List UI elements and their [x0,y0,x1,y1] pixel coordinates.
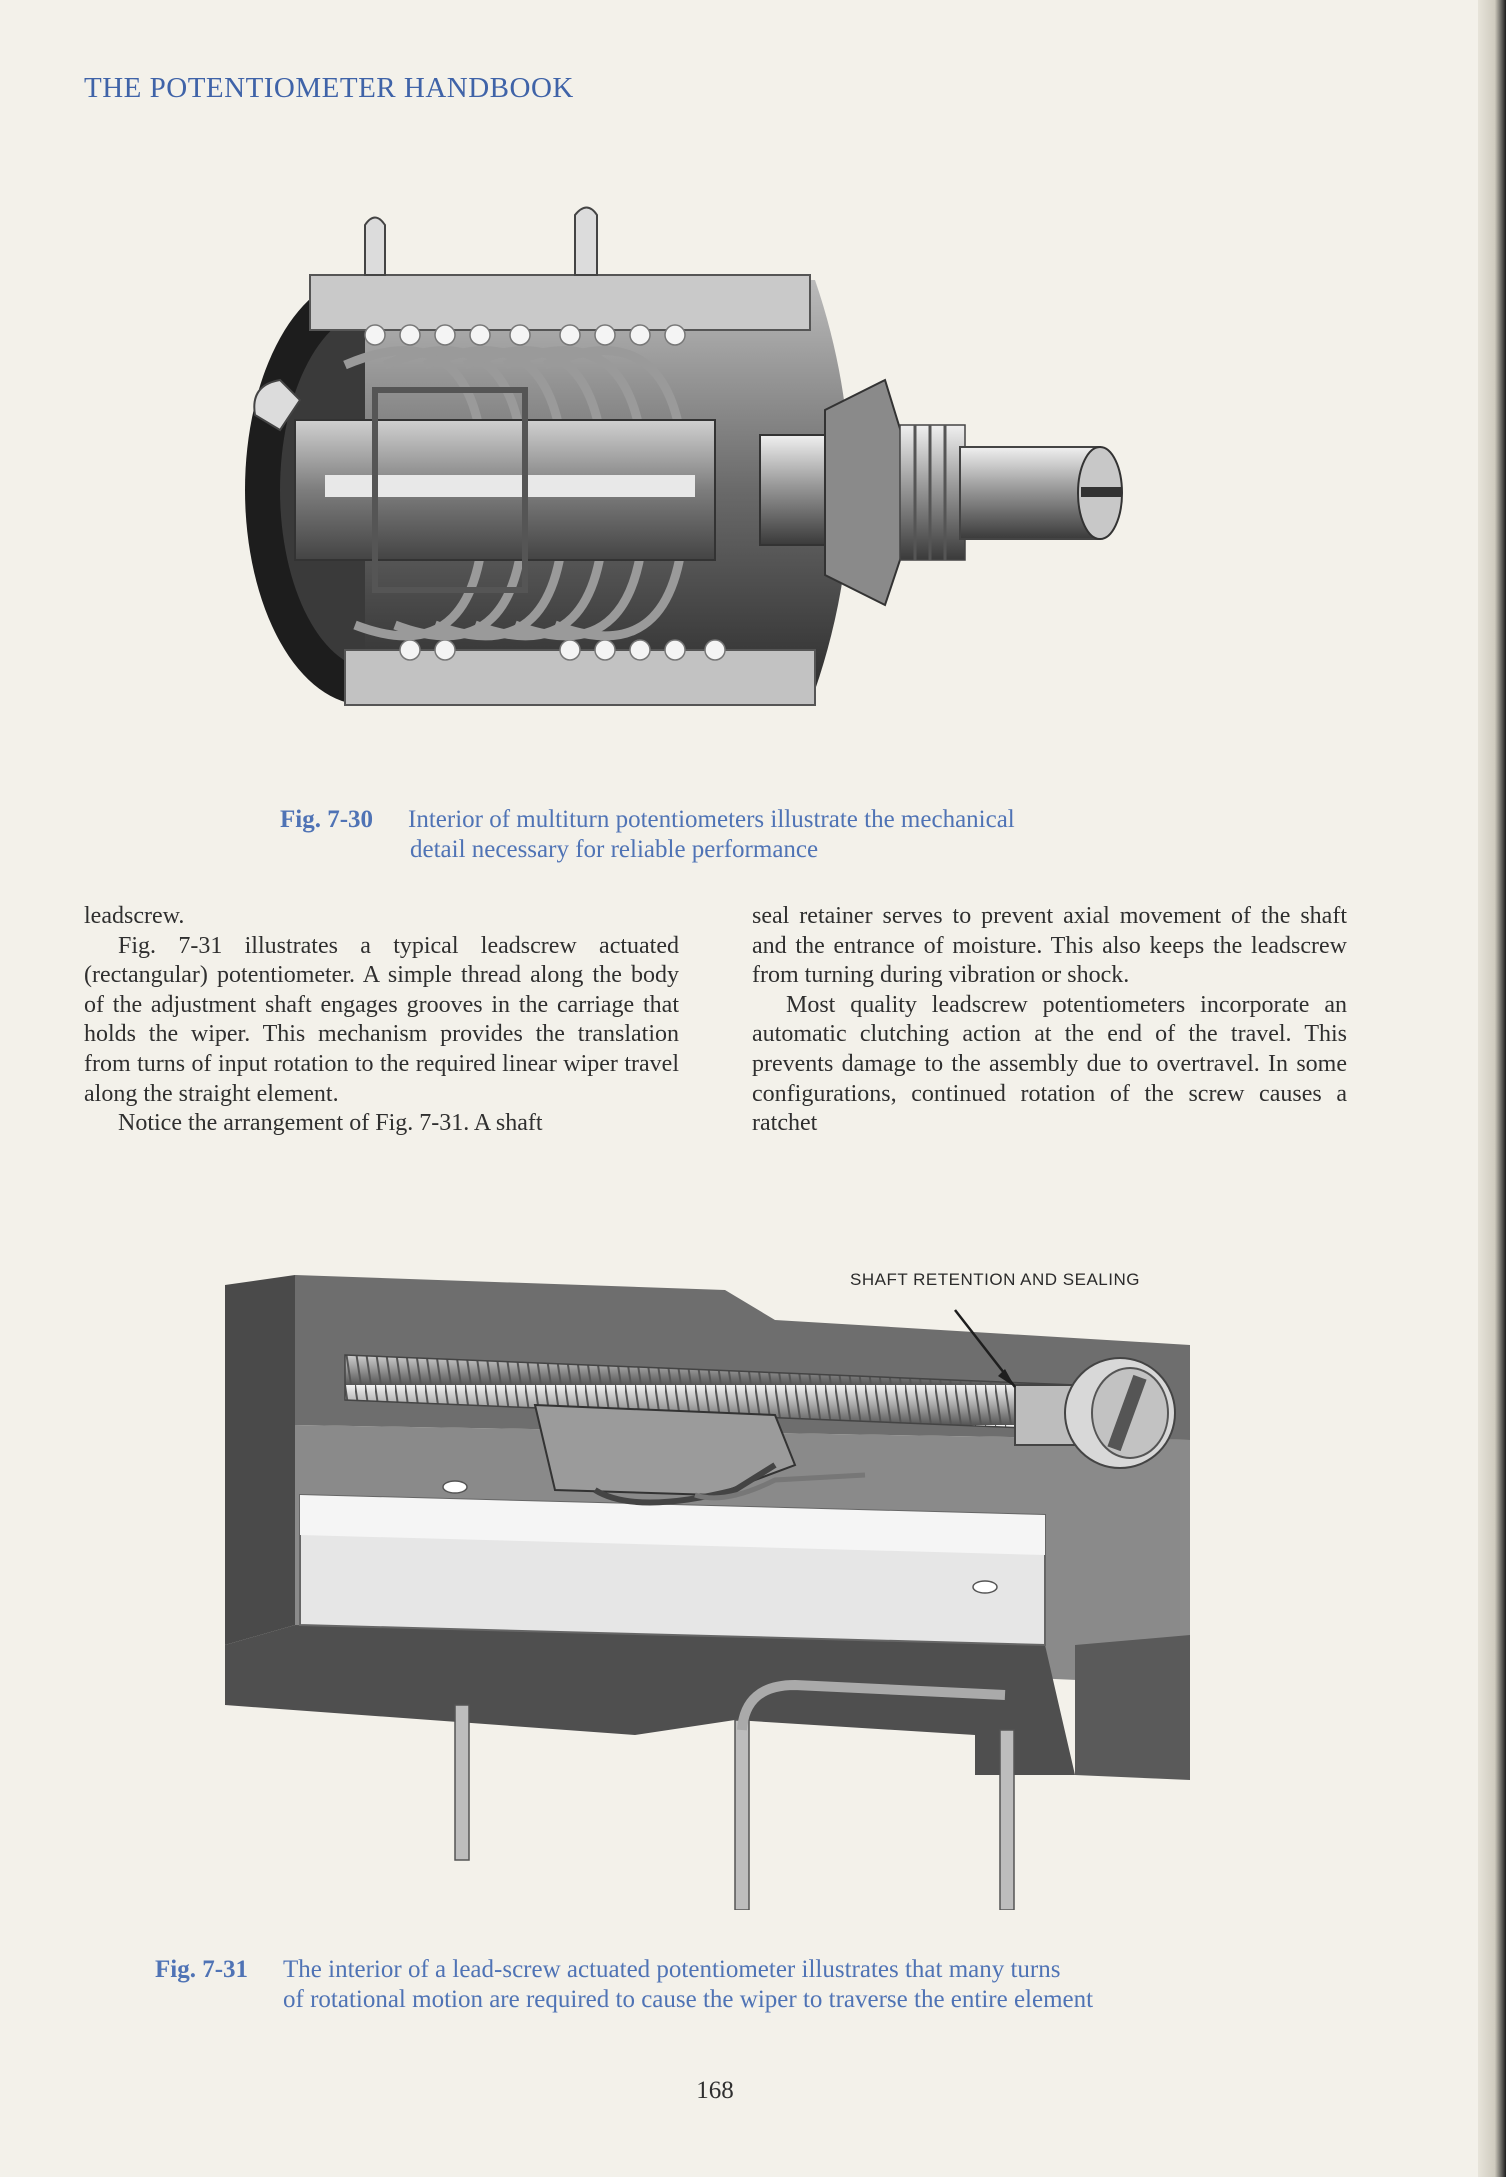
figure-7-30-number: Fig. 7-30 [280,806,374,833]
figure-7-31-caption-line-2: of rotational motion are required to cause the wiper to traverse the entire element [283,1986,1094,2013]
body-text-left-column [84,902,679,1222]
page-edge-shadow [1478,0,1506,2177]
figure-7-30-caption-line-1: Interior of multiturn potentiometers illustrate the mechanical [408,806,1015,833]
figure-7-31-caption [155,1955,1315,2019]
paragraph: leadscrew. [84,903,185,929]
page-number: 168 [696,2077,734,2104]
figure-7-31-number: Fig. 7-31 [155,1956,249,1983]
paragraph: Most quality leadscrew potentiometers incorporate an automatic clutching action at the end of the travel. This prevents damage to the assembly due to overtravel. In some configurations, continued rotation of the screw causes a ratchet [752,991,1347,1137]
figure-7-30-illustration [225,185,1225,785]
running-head: THE POTENTIOMETER HANDBOOK [84,72,574,104]
figure-7-30-caption [280,805,1180,869]
paragraph: seal retainer serves to prevent axial movement of the shaft and the entrance of moisture. This also keeps the leadscrew from turning during vibration or shock. [752,903,1347,989]
paragraph: Notice the arrangement of Fig. 7-31. A shaft [118,1110,543,1137]
body-text-right-column [752,902,1347,1222]
figure-7-31-illustration [215,1265,1245,1910]
figure-7-30-caption-line-2: detail necessary for reliable performance [410,836,819,863]
paragraph: Fig. 7-31 illustrates a typical leadscrew actuated (rectangular) potentiometer. A simple thread along the body of the adjustment shaft engages grooves in the carriage that holds the wiper. This mechanism provides the translation from turns of input rotation to the required linear wiper travel along the straight element. [84,932,679,1107]
figure-7-31-caption-line-1: The interior of a lead-screw actuated potentiometer illustrates that many turns [283,1956,1061,1983]
figure-7-31-callout-label: SHAFT RETENTION AND SEALING [850,1270,1140,1289]
